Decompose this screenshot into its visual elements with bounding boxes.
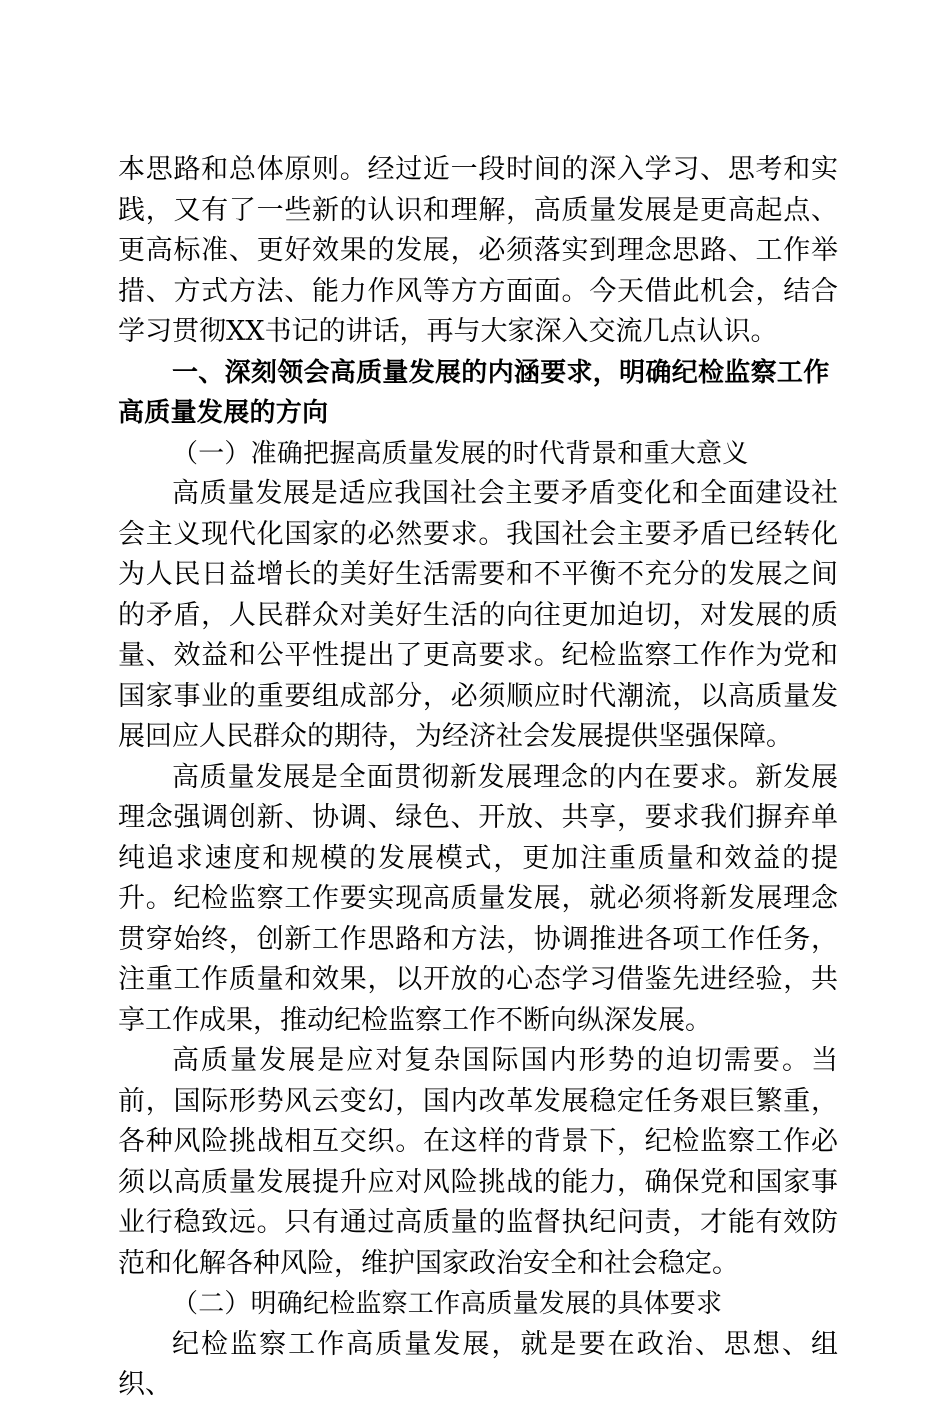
- subsection-1-title: （一）准确把握高质量发展的时代背景和重大意义: [172, 438, 749, 469]
- subsection-2-title: （二）明确纪检监察工作高质量发展的具体要求: [172, 1289, 723, 1319]
- body-paragraph-2: 高质量发展是全面贯彻新发展理念的内在要求。新发展理念强调创新、协调、绿色、开放、共享，要求我们摒弃单纯追求速度和规模的发展模式，更加注重质量和效益的提升。纪检监察工作要实现高质量发展，就必须将新发展理念贯穿始终，创新工作思路和方法，协调推进各项工作任务，注重工作质量和效果，以开放的心态学习借鉴先进经验，共享工作成果，推动纪检监察工作不断向纵深发展。: [118, 761, 838, 1036]
- section-1-title: 一、深刻领会高质量发展的内涵要求，明确纪检监察工作高质量发展的方向: [118, 357, 830, 428]
- body-paragraph-3: 高质量发展是应对复杂国际国内形势的迫切需要。当前，国际形势风云变幻，国内改革发展稳定任务艰巨繁重，各种风险挑战相互交织。在这样的背景下，纪检监察工作必须以高质量发展提升应对风险挑战的能力，确保党和国家事业行稳致远。只有通过高质量的监督执纪问责，才能有效防范和化解各种风险，维护国家政治安全和社会稳定。: [118, 1045, 838, 1279]
- intro-paragraph: 本思路和总体原则。经过近一段时间的深入学习、思考和实践，又有了一些新的认识和理解，高质量发展是更高起点、更高标准、更好效果的发展，必须落实到理念思路、工作举措、方式方法、能力作风等方方面面。今天借此机会，结合学习贯彻XX书记的讲话，再与大家深入交流几点认识。: [118, 154, 838, 347]
- body-paragraph-4: 纪检监察工作高质量发展，就是要在政治、思想、组织、: [118, 1328, 838, 1400]
- document-page: [118, 150, 838, 1406]
- body-paragraph-1: 高质量发展是适应我国社会主要矛盾变化和全面建设社会主义现代化国家的必然要求。我国社会主要矛盾已经转化为人民日益增长的美好生活需要和不平衡不充分的发展之间的矛盾，人民群众对美好生活的向往更加迫切，对发展的质量、效益和公平性提出了更高要求。纪检监察工作作为党和国家事业的重要组成部分，必须顺应时代潮流，以高质量发展回应人民群众的期待，为经济社会发展提供坚强保障。: [118, 478, 838, 752]
